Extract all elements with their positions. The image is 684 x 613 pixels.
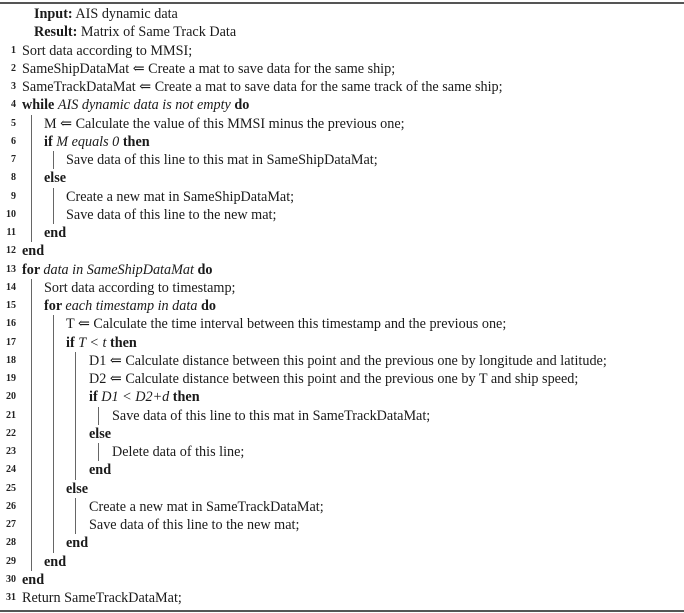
keyword: else <box>66 480 89 497</box>
keyword: end <box>66 535 89 552</box>
indent-bar <box>53 151 54 169</box>
keyword: do <box>230 97 250 114</box>
keyword: then <box>119 133 150 150</box>
keyword: end <box>89 462 112 479</box>
indent-bar <box>75 425 76 443</box>
keyword: for <box>22 261 44 278</box>
condition: D1 < D2+d <box>101 389 170 406</box>
line-text <box>89 370 578 388</box>
algorithm-block <box>0 5 684 607</box>
line-number: 13 <box>6 263 16 275</box>
indent-bar <box>31 461 32 479</box>
algorithm-line <box>0 534 684 552</box>
algorithm-line <box>0 224 684 242</box>
statement: D2 ⇐ Calculate distance between this point and the previous one by T and ship speed; <box>89 371 579 387</box>
line-text <box>22 261 212 279</box>
indent-bar <box>31 315 32 333</box>
statement: Save data of this line to the new mat; <box>66 206 277 223</box>
line-text <box>89 461 111 479</box>
indent-bar <box>31 188 32 206</box>
line-text <box>66 480 88 498</box>
line-number: 14 <box>6 281 16 293</box>
indent-bar <box>75 388 76 406</box>
indent-bar <box>31 425 32 443</box>
indent-bar <box>53 516 54 534</box>
indent-bar <box>31 115 32 133</box>
indent-bar <box>53 188 54 206</box>
line-text <box>44 224 66 242</box>
keyword: end <box>22 571 45 588</box>
condition: M equals 0 <box>56 133 120 150</box>
line-number: 1 <box>11 44 16 56</box>
line-text <box>44 279 235 297</box>
line-text <box>22 571 44 589</box>
algorithm-line <box>0 115 684 133</box>
algorithm-line <box>0 133 684 151</box>
line-number: 18 <box>6 354 16 366</box>
indent-bar <box>31 151 32 169</box>
indent-bar <box>31 297 32 315</box>
keyword: while <box>22 97 58 114</box>
statement: Sort data according to MMSI; <box>22 42 193 59</box>
indent-bar <box>31 480 32 498</box>
algorithm-line <box>0 169 684 187</box>
indent-bar <box>75 370 76 388</box>
line-text <box>22 589 182 607</box>
indent-bar <box>53 425 54 443</box>
line-text <box>22 242 44 260</box>
indent-bar <box>31 553 32 571</box>
indent-bar <box>31 388 32 406</box>
indent-bar <box>31 498 32 516</box>
condition: T < t <box>78 334 107 351</box>
line-text <box>44 169 66 187</box>
indent-bar <box>31 352 32 370</box>
line-text <box>112 443 244 461</box>
indent-bar <box>53 388 54 406</box>
indent-bar <box>31 370 32 388</box>
algorithm-line <box>0 388 684 406</box>
line-number: 22 <box>6 427 16 439</box>
top-rule <box>0 2 684 4</box>
condition: each timestamp in data <box>65 298 198 314</box>
statement: D1 ⇐ Calculate distance between this point and the previous one by longitude and latitude; <box>89 352 607 369</box>
indent-bar <box>31 516 32 534</box>
statement: T ⇐ Calculate the time interval between this timestamp and the previous one; <box>66 316 507 333</box>
keyword: do <box>197 298 216 314</box>
statement: Save data of this line to this mat in SameTrackDataMat; <box>112 407 431 424</box>
line-number: 28 <box>6 537 16 549</box>
line-text <box>89 498 324 516</box>
indent-bar <box>75 407 76 425</box>
line-text <box>89 388 200 406</box>
line-text <box>89 352 607 370</box>
keyword: if <box>66 334 79 351</box>
indent-bar <box>75 352 76 370</box>
line-text <box>22 42 192 60</box>
bottom-rule <box>0 610 684 612</box>
line-number: 31 <box>6 592 16 603</box>
line-text <box>66 151 378 169</box>
algorithm-line <box>0 279 684 297</box>
line-text <box>89 425 111 443</box>
indent-bar <box>75 443 76 461</box>
statement: Create a new mat in SameTrackDataMat; <box>89 498 324 515</box>
statement: Return SameTrackDataMat; <box>22 590 182 606</box>
algorithm-line <box>0 242 684 260</box>
algorithm-line <box>0 42 684 60</box>
line-number: 24 <box>6 464 16 476</box>
indent-bar <box>98 407 99 425</box>
line-number: 6 <box>11 135 16 147</box>
line-number: 7 <box>11 154 16 165</box>
input-text: AIS dynamic data <box>75 6 178 22</box>
line-number: 29 <box>6 555 16 567</box>
algorithm-line <box>0 96 684 114</box>
condition: data in SameShipDataMat <box>43 261 194 278</box>
algorithm-line <box>0 425 684 443</box>
algorithm-line <box>0 151 684 169</box>
line-number: 10 <box>6 208 16 220</box>
algorithm-line <box>0 443 684 461</box>
indent-bar <box>53 334 54 352</box>
indent-bar <box>31 407 32 425</box>
algorithm-line <box>0 571 684 589</box>
indent-bar <box>53 315 54 333</box>
keyword: then <box>169 389 200 406</box>
indent-bar <box>31 443 32 461</box>
indent-bar <box>53 461 54 479</box>
keyword: do <box>193 261 213 278</box>
keyword: if <box>44 133 57 150</box>
line-number: 12 <box>6 245 16 257</box>
indent-bar <box>98 443 99 461</box>
statement: SameShipDataMat ⇐ Create a mat to save data for the same ship; <box>22 60 396 77</box>
statement: SameTrackDataMat ⇐ Create a mat to save data for the same track of the same ship; <box>22 79 503 95</box>
algorithm-line <box>0 461 684 479</box>
line-text <box>44 553 66 571</box>
indent-bar <box>53 534 54 552</box>
indent-bar <box>75 498 76 516</box>
line-number: 19 <box>6 373 16 384</box>
algorithm-line <box>0 407 684 425</box>
algorithm-line <box>0 60 684 78</box>
line-text <box>89 516 299 534</box>
keyword: else <box>89 425 112 442</box>
algorithm-line <box>0 334 684 352</box>
statement: M ⇐ Calculate the value of this MMSI minus the previous one; <box>44 115 405 132</box>
line-text <box>66 334 137 352</box>
keyword: end <box>44 553 67 570</box>
indent-bar <box>53 498 54 516</box>
line-text <box>22 60 395 78</box>
line-number: 25 <box>6 482 16 494</box>
algorithm-line <box>0 188 684 206</box>
line-text <box>44 133 150 151</box>
keyword: then <box>106 334 137 351</box>
input-label: Input: <box>34 6 73 22</box>
line-text <box>66 188 294 206</box>
line-number: 21 <box>6 409 16 421</box>
result-label: Result: <box>34 24 78 41</box>
line-text <box>44 115 405 133</box>
algorithm-line <box>0 78 684 96</box>
algorithm-line <box>0 498 684 516</box>
keyword: end <box>22 243 45 260</box>
result-row <box>0 23 684 41</box>
statement: Save data of this line to this mat in SameShipDataMat; <box>66 152 378 168</box>
indent-bar <box>53 480 54 498</box>
line-number: 8 <box>11 172 16 184</box>
line-number: 15 <box>6 300 16 311</box>
indent-bar <box>53 206 54 224</box>
line-text <box>22 78 503 96</box>
line-text <box>66 534 88 552</box>
condition: AIS dynamic data is not empty <box>57 97 231 114</box>
line-number: 26 <box>6 500 16 512</box>
line-text <box>22 96 249 114</box>
line-number: 17 <box>6 336 16 348</box>
line-text <box>112 407 430 425</box>
line-number: 4 <box>11 99 16 111</box>
indent-bar <box>53 352 54 370</box>
indent-bar <box>31 334 32 352</box>
statement: Delete data of this line; <box>112 444 245 460</box>
input-row <box>0 5 684 23</box>
indent-bar <box>31 133 32 151</box>
statement: Sort data according to timestamp; <box>44 279 236 296</box>
algorithm-line <box>0 352 684 370</box>
line-number: 11 <box>6 227 16 238</box>
line-text <box>66 206 276 224</box>
indent-bar <box>53 443 54 461</box>
line-number: 16 <box>6 318 16 330</box>
statement: Create a new mat in SameShipDataMat; <box>66 188 295 205</box>
keyword: end <box>44 225 67 241</box>
algorithm-line <box>0 261 684 279</box>
algorithm-line <box>0 297 684 315</box>
line-text <box>66 315 506 333</box>
keyword: else <box>44 170 67 187</box>
keyword: if <box>89 389 102 406</box>
line-number: 30 <box>6 573 16 585</box>
line-number: 20 <box>6 391 16 403</box>
keyword: for <box>44 298 66 314</box>
indent-bar <box>31 169 32 187</box>
result-text: Matrix of Same Track Data <box>80 24 237 41</box>
line-number: 23 <box>6 446 16 457</box>
indent-bar <box>31 279 32 297</box>
algorithm-line <box>0 516 684 534</box>
algorithm-line <box>0 553 684 571</box>
indent-bar <box>31 224 32 242</box>
algorithm-lines <box>0 42 684 608</box>
indent-bar <box>53 370 54 388</box>
line-number: 5 <box>11 117 16 129</box>
indent-bar <box>31 206 32 224</box>
algorithm-line <box>0 315 684 333</box>
indent-bar <box>75 516 76 534</box>
statement: Save data of this line to the new mat; <box>89 517 300 533</box>
indent-bar <box>53 407 54 425</box>
indent-bar <box>31 534 32 552</box>
line-text <box>44 297 216 315</box>
line-number: 3 <box>11 81 16 92</box>
algorithm-line <box>0 589 684 607</box>
algorithm-line <box>0 370 684 388</box>
algorithm-line <box>0 206 684 224</box>
line-number: 27 <box>6 519 16 530</box>
line-number: 2 <box>11 62 16 74</box>
line-number: 9 <box>11 190 16 202</box>
algorithm-line <box>0 480 684 498</box>
indent-bar <box>75 461 76 479</box>
